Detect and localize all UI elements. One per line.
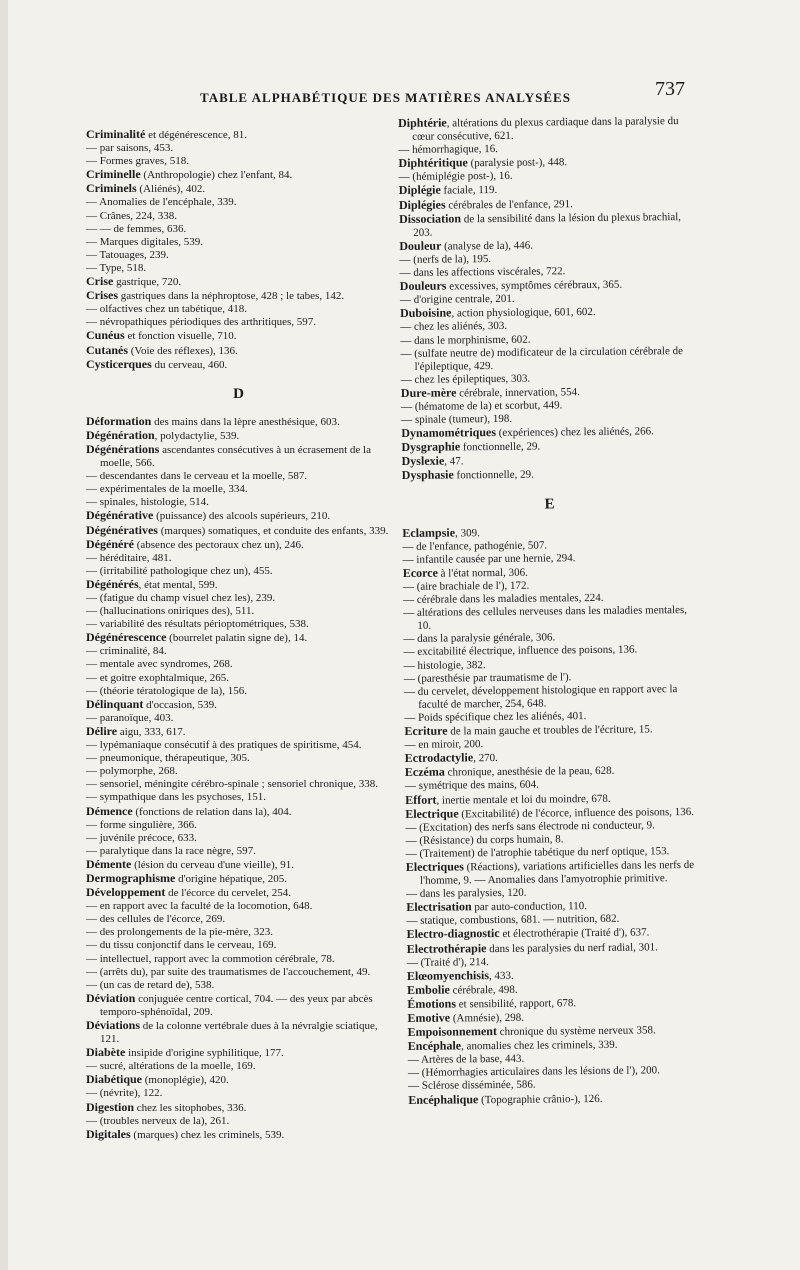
entry-text: (Anthropologie) chez l'enfant, 84. [140, 169, 293, 182]
entry-text: cérébrale, 498. [449, 983, 518, 997]
entry-heading: Déformation [86, 413, 152, 428]
entry-text: , action physiologique, 601, 602. [451, 306, 596, 320]
index-entry [86, 182, 391, 196]
section-e-entries [402, 524, 703, 1108]
index-entry [86, 210, 391, 223]
index-entry [86, 778, 391, 791]
entry-heading: Dermographisme [86, 870, 176, 885]
entry-text: — Crânes, 224, 338. [86, 209, 178, 222]
index-entry [86, 316, 391, 329]
entry-heading: Crise [86, 274, 114, 289]
entry-text: (Excitabilité) de l'écorce, influence des poisons, 136. [458, 805, 695, 820]
entry-text: chronique du système nerveux 358. [496, 1024, 656, 1039]
running-title: TABLE ALPHABÉTIQUE DES MATIÈRES ANALYSÉES [200, 90, 571, 105]
index-entry [86, 752, 391, 765]
entry-text: , 433. [488, 969, 514, 982]
index-entry [86, 872, 391, 886]
entry-heading: Dyslexie [401, 453, 445, 469]
index-entry [86, 303, 391, 316]
entry-text: — en rapport avec la faculté de la locomotion, 648. [86, 900, 313, 913]
entry-text: — (Hémorrhagies articulaires dans les lésions de l'), 200. [407, 1064, 660, 1080]
right-column [398, 114, 703, 1108]
entry-text: — (Traitement) de l'atrophie tabétique du nerf optique, 153. [405, 845, 670, 860]
entry-text: — dans les affections viscérales, 722. [399, 265, 566, 280]
entry-text: , 309. [454, 526, 480, 540]
index-entry [86, 858, 391, 872]
entry-text: cérébrales de l'enfance, 291. [445, 197, 573, 212]
entry-text: et dégénérescence, 81. [145, 129, 248, 141]
index-entry [86, 443, 391, 470]
index-entry [398, 114, 693, 144]
entry-heading: Déviation [86, 990, 136, 1005]
index-entry [86, 128, 391, 142]
entry-text: des mains dans la lèpre anesthésique, 603. [151, 415, 340, 428]
index-entry [86, 1019, 391, 1046]
index-entry [86, 578, 391, 592]
entry-text: — du tissu conjonctif dans le cerveau, 169. [86, 939, 277, 952]
entry-text: — de l'enfance, pathogénie, 507. [402, 539, 548, 553]
entry-heading: Diplégies [398, 197, 446, 212]
index-entry [86, 845, 391, 858]
entry-heading: Ecriture [404, 723, 448, 738]
index-entry [86, 886, 391, 900]
entry-text: — Formes graves, 518. [86, 155, 189, 168]
index-entry [86, 358, 391, 372]
entry-heading: Dissociation [398, 211, 462, 226]
entry-heading: Digitales [86, 1126, 131, 1141]
entry-text: — en miroir, 200. [404, 738, 484, 752]
entry-text: — intellectuel, rapport avec la commotion cérébrale, 78. [86, 952, 335, 965]
entry-text: — sympathique dans les psychoses, 151. [86, 791, 266, 804]
entry-text: — polymorphe, 268. [86, 765, 178, 778]
entry-text: — descendantes dans le cerveau et la moelle, 587. [86, 470, 308, 483]
entry-text: chez les sitophobes, 336. [134, 1101, 247, 1114]
entry-text: (paralysie post-), 448. [467, 156, 568, 170]
index-entry [400, 344, 695, 373]
entry-text: conjuguée centre cortical, 704. — des yeux par abcès temporo-sphénoïdal, 209. [100, 992, 373, 1018]
index-entry [86, 552, 391, 565]
entry-text: — spinales, histologie, 514. [86, 496, 209, 509]
entry-heading: Délinquant [86, 696, 144, 711]
index-entry [86, 415, 391, 429]
entry-heading: Cysticerques [86, 356, 152, 371]
index-entry [86, 926, 391, 939]
entry-text: — Type, 518. [86, 261, 147, 274]
entry-heading: Démente [86, 856, 132, 871]
index-entry [408, 1090, 703, 1107]
index-entry [86, 275, 391, 289]
entry-text: — dans les paralysies, 120. [406, 886, 527, 901]
entry-text: — (névrite), 122. [86, 1087, 163, 1100]
entry-text: à l'état normal, 306. [437, 566, 528, 580]
entry-text: — expérimentales de la moelle, 334. [86, 483, 248, 496]
entry-heading: Elœomyenchisis [406, 967, 490, 983]
entry-heading: Dégénéré [86, 536, 134, 551]
entry-text: (marques) chez les criminels, 539. [130, 1128, 285, 1141]
entry-text: de la colonne vertébrale dues à la névralgie sciatique, 121. [100, 1020, 378, 1046]
index-entry [86, 605, 391, 618]
entry-text: — histologie, 382. [403, 658, 486, 672]
entry-text: — Artères de la base, 443. [407, 1053, 525, 1067]
entry-heading: Cutanés [86, 342, 129, 357]
entry-text: — chez les épileptiques, 303. [400, 372, 531, 386]
entry-heading: Emotive [407, 1010, 451, 1025]
index-entry [86, 953, 391, 966]
entry-text: (bourrelet palatin signe de), 14. [166, 632, 308, 645]
entry-text: — (irritabilité pathologique chez un), 455. [86, 564, 273, 577]
index-entry [86, 1115, 391, 1128]
entry-heading: Dégénérations [86, 441, 160, 456]
entry-text: — (sulfate neutre de) modificateur de la circulation cérébrale de l'épileptique, 429. [400, 344, 684, 373]
entry-heading: Douleurs [399, 278, 447, 294]
entry-text: (expériences) chez les aliénés, 266. [495, 425, 654, 440]
entry-text: — (hémiplégie post-), 16. [398, 170, 513, 184]
index-entry [86, 168, 391, 182]
entry-text: de la sensibilité dans la lésion du plexus brachial, 203. [413, 210, 682, 239]
entry-text: de la main gauche et troubles de l'écriture, 15. [447, 723, 653, 738]
index-entry [86, 524, 391, 538]
index-entry [86, 1073, 391, 1087]
index-entry [86, 765, 391, 778]
entry-text: et électrothérapie (Traité d'), 637. [499, 926, 650, 941]
index-entry [86, 645, 391, 658]
entry-heading: Diabète [86, 1045, 126, 1060]
index-entry [86, 249, 391, 262]
index-entry [86, 819, 391, 832]
entry-text: gastriques dans la néphroptose, 428 ; le tabes, 142. [118, 290, 345, 303]
entry-text: et sensibilité, rapport, 678. [455, 997, 577, 1011]
page-edge-shadow [0, 0, 8, 1270]
entry-text: fonctionnelle, 29. [453, 469, 534, 482]
entry-text: (Aliénés), 402. [136, 183, 206, 196]
entry-text: — juvénile précoce, 633. [86, 831, 197, 844]
entry-heading: Cunéus [86, 328, 125, 343]
page-header [0, 76, 800, 106]
entry-heading: Eczéma [404, 764, 445, 780]
index-entry [86, 805, 391, 819]
entry-text: — chez les aliénés, 303. [400, 320, 508, 334]
entry-text: de l'écorce du cervelet, 254. [165, 887, 291, 900]
entry-text: — Poids spécifique chez les aliénés, 401. [404, 709, 587, 724]
entry-text: — (théorie tératologique de la), 156. [86, 684, 247, 697]
entry-text: — variabilité des résultats périoptométriques, 538. [86, 618, 309, 631]
entry-text: d'origine hépatique, 205. [175, 872, 287, 885]
index-entry [399, 210, 694, 240]
entry-text: — paranoïque, 403. [86, 711, 174, 724]
entry-text: (Amnésie), 298. [450, 1011, 525, 1025]
entry-heading: Encéphalique [408, 1091, 479, 1107]
index-entry [86, 592, 391, 605]
entry-heading: Eclampsie [402, 525, 456, 540]
section-c-entries [86, 128, 391, 372]
entry-text: — (Excitation) des nerfs sans électrode ni conducteur, 9. [405, 819, 655, 834]
entry-heading: Digestion [86, 1099, 134, 1114]
entry-text: , inertie mentale et loi du moindre, 678. [436, 792, 611, 807]
entry-text: — (paresthésie par traumatisme de l'). [403, 670, 572, 685]
entry-text: — lypémaniaque consécutif à des pratiques de spiritisme, 454. [86, 739, 362, 752]
entry-heading: Ecorce [402, 565, 438, 580]
index-entry [86, 329, 391, 343]
entry-text: (fonctions de relation dans la), 404. [132, 805, 292, 818]
entry-text: — des prolongements de la pie-mère, 323. [86, 926, 273, 939]
entry-heading: Développement [86, 885, 166, 900]
entry-text: — infantile causée par une hernie, 294. [402, 551, 576, 566]
entry-text: — excitabilité électrique, influence des poisons, 136. [403, 643, 638, 659]
entry-text: — du cervelet, développement histologique en rapport avec la faculté de marcher, 254, 648. [403, 682, 678, 711]
entry-heading: Dégénération [86, 427, 155, 442]
entry-text: — d'origine centrale, 201. [399, 293, 515, 307]
entry-text: ascendantes consécutives à un écrasement de la moelle, 566. [100, 443, 371, 470]
entry-heading: Déviations [86, 1018, 140, 1032]
entry-text: — (Traité d'), 214. [406, 955, 489, 969]
entry-heading: Duboisine [399, 305, 452, 321]
entry-heading: Electriques [405, 859, 464, 874]
index-entry [406, 858, 701, 888]
entry-text: — dans la paralysie générale, 306. [403, 631, 556, 646]
entry-heading: Dysgraphie [401, 439, 461, 455]
entry-heading: Electrothérapie [406, 940, 487, 956]
entry-text: — hémorrhagique, 16. [398, 143, 498, 157]
index-entry [86, 538, 391, 552]
entry-heading: Délire [86, 723, 118, 738]
entry-text: — Tatouages, 239. [86, 248, 169, 261]
entry-text: — des cellules de l'écorce, 269. [86, 913, 226, 926]
index-entry [86, 470, 391, 483]
index-entry [86, 832, 391, 845]
index-entry [86, 672, 391, 685]
entry-text: d'occasion, 539. [143, 698, 217, 711]
entry-heading: Criminalité [86, 127, 146, 141]
entry-text: — dans le morphinisme, 602. [400, 333, 531, 347]
entry-text: — (troubles nerveux de la), 261. [86, 1114, 230, 1127]
entry-heading: Encéphale [407, 1038, 462, 1054]
entry-text: chronique, anesthésie de la peau, 628. [444, 765, 615, 779]
index-entry [402, 466, 697, 483]
entry-heading: Embolie [407, 982, 450, 997]
entry-text: et fonction visuelle, 710. [124, 330, 237, 343]
entry-heading: Dure-mère [400, 385, 457, 400]
entry-heading: Démence [86, 803, 133, 818]
entry-text: — spinale (tumeur), 198. [401, 412, 513, 427]
entry-text: — forme singulière, 366. [86, 818, 197, 831]
index-entry [86, 992, 391, 1019]
entry-text: fonctionnelle, 29. [460, 440, 541, 454]
entry-text: dans les paralysies du nerf radial, 301. [486, 940, 658, 955]
entry-text: — névropathiques périodiques des arthritiques, 597. [86, 316, 317, 329]
page-number: 737 [655, 78, 685, 100]
entry-heading: Émotions [407, 996, 457, 1011]
entry-heading: Criminels [86, 181, 137, 196]
entry-text: — (un cas de retard de), 538. [86, 978, 215, 991]
index-entry [86, 483, 391, 496]
entry-heading: Electro-diagnostic [406, 926, 500, 942]
index-entry [86, 698, 391, 712]
entry-text: faciale, 119. [440, 184, 498, 198]
entry-text: — Sclérose disséminée, 586. [408, 1079, 536, 1093]
entry-text: — (hématome de la) et scorbut, 449. [400, 399, 563, 413]
entry-text: — olfactives chez un tabétique, 418. [86, 303, 247, 316]
index-entry [86, 913, 391, 926]
entry-heading: Dynamométriques [401, 425, 497, 441]
entry-text: (absence des pectoraux chez un), 246. [133, 538, 304, 551]
entry-text: — — de femmes, 636. [86, 222, 187, 235]
entry-text: cérébrale, innervation, 554. [456, 385, 580, 400]
entry-text: — sensoriel, méningite cérébro-spinale ; sensoriel chronique, 338. [86, 778, 379, 791]
entry-text: , polydactylie, 539. [154, 429, 240, 442]
index-entry [86, 739, 391, 752]
entry-text: — Anomalies de l'encéphale, 339. [86, 196, 237, 209]
entry-text: (Voie des réflexes), 136. [128, 344, 238, 357]
index-entry [86, 196, 391, 209]
entry-text: (analyse de la), 446. [441, 239, 534, 253]
entry-heading: Crises [86, 288, 118, 303]
entry-text: — Marques digitales, 539. [86, 235, 204, 248]
section-letter-d: D [233, 385, 244, 402]
index-entry [86, 900, 391, 913]
entry-text: (lésion du cerveau d'une vieille), 91. [131, 858, 294, 871]
section-d-continued-entries [398, 114, 697, 484]
entry-heading: Diplégie [398, 183, 441, 198]
entry-text: — mentale avec syndromes, 268. [86, 658, 233, 671]
index-entry [86, 344, 391, 358]
entry-text: — (arrêts du), par suite des traumatismes de l'accouchement, 49. [86, 965, 371, 978]
entry-text: gastrique, 720. [113, 276, 182, 289]
entry-text: — criminalité, 84. [86, 645, 167, 658]
entry-heading: Diphtérie [397, 115, 447, 130]
entry-text: (puissance) des alcools supérieurs, 210. [153, 510, 331, 523]
index-entry [86, 289, 391, 303]
entry-heading: Empoisonnement [407, 1024, 497, 1040]
entry-text: , altérations du plexus cardiaque dans la paralysie du cœur consécutive, 621. [412, 115, 679, 143]
entry-text: — statique, combustions, 681. — nutrition, 682. [406, 913, 620, 928]
entry-text: insipide d'origine syphilitique, 177. [125, 1047, 284, 1060]
entry-text: — (nerfs de la), 195. [399, 252, 492, 266]
entry-heading: Effort [405, 792, 437, 807]
index-entry [86, 725, 391, 739]
index-entry [86, 1046, 391, 1060]
index-entry [86, 658, 391, 671]
entry-text: du cerveau, 460. [151, 358, 228, 371]
entry-text: — héréditaire, 481. [86, 551, 172, 564]
index-entry [403, 604, 698, 633]
entry-text: — (aire brachiale de l'), 172. [402, 579, 530, 593]
entry-heading: Ectrodactylie [404, 750, 474, 766]
entry-heading: Dysphasie [401, 467, 454, 483]
entry-text: — et goitre exophtalmique, 265. [86, 671, 229, 684]
index-entry [86, 1101, 391, 1115]
index-entry [86, 509, 391, 523]
entry-heading: Diabétique [86, 1072, 143, 1087]
index-entry [86, 1128, 391, 1142]
entry-text: , anomalies chez les criminels, 339. [461, 1038, 618, 1053]
entry-text: par auto-conduction, 110. [471, 900, 588, 914]
entry-text: — paralytique dans la race nègre, 597. [86, 844, 256, 857]
entry-text: (marques) somatiques, et conduite des enfants, 339. [157, 524, 389, 537]
entry-heading: Electrique [405, 805, 459, 821]
entry-heading: Dégénérés [86, 576, 139, 591]
left-column [86, 128, 391, 1142]
entry-text: — pneumonique, thérapeutique, 305. [86, 752, 250, 765]
index-entry [86, 966, 391, 979]
index-entry [86, 236, 391, 249]
section-letter-e: E [544, 495, 555, 513]
entry-text: — altérations des cellules nerveuses dans les maladies mentales, 10. [403, 604, 688, 633]
entry-text: — (hallucinations oniriques des), 511. [86, 605, 255, 618]
entry-text: — (fatigue du champ visuel chez les), 239. [86, 592, 276, 604]
index-entry [86, 712, 391, 725]
index-entry [86, 939, 391, 952]
entry-text: (monoplégie), 420. [142, 1074, 229, 1087]
entry-text: (Topographie crânio-), 126. [478, 1092, 603, 1106]
index-entry [86, 223, 391, 236]
index-entry [86, 142, 391, 155]
entry-text: (Réactions), variations artificielles dans les nerfs de l'homme, 9. — Anomalies dans l'amyotrophie primitive. [419, 858, 695, 887]
entry-heading: Dégénératives [86, 522, 158, 537]
entry-text: excessives, symptômes cérébraux, 365. [446, 278, 623, 293]
entry-text: — (Résistance) du corps humain, 8. [405, 833, 564, 847]
index-entry [86, 631, 391, 645]
entry-text: , 47. [444, 455, 464, 468]
entry-text: — cérébrale dans les maladies mentales, 224. [402, 591, 604, 607]
entry-text: , 270. [473, 752, 498, 765]
index-entry [86, 262, 391, 275]
entry-text: , état mental, 599. [138, 578, 218, 591]
entry-text: aigu, 333, 617. [117, 725, 186, 738]
section-d-entries [86, 415, 391, 1142]
index-entry [404, 683, 699, 712]
entry-heading: Electrisation [406, 899, 472, 915]
index-entry [86, 429, 391, 443]
entry-heading: Douleur [399, 238, 442, 253]
entry-heading: Dégénérative [86, 508, 154, 523]
entry-text: — par saisons, 453. [86, 142, 174, 155]
entry-heading: Dégénérescence [86, 630, 167, 645]
entry-text: — sucré, altérations de la moelle, 169. [86, 1060, 256, 1073]
entry-heading: Diphtéritique [398, 155, 468, 171]
entry-text: — symétrique des mains, 604. [404, 778, 539, 793]
entry-heading: Criminelle [86, 167, 141, 182]
